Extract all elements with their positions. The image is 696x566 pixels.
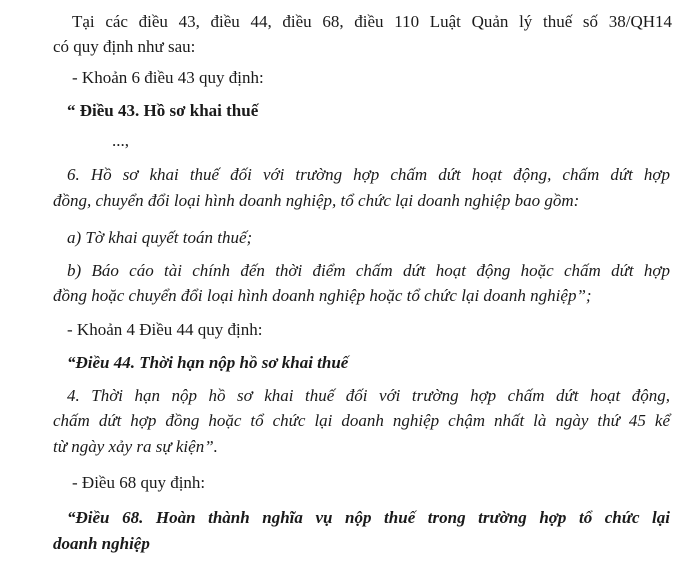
intro-line-1: Tại các điều 43, điều 44, điều 68, điều 110 Luật Quản lý thuế số 38/QH14 bbox=[72, 12, 672, 31]
ellipsis: ..., bbox=[112, 131, 129, 150]
article-44-paragraph-4-line-3: từ ngày xảy ra sự kiện”. bbox=[53, 437, 218, 456]
article-43-item-a: a) Tờ khai quyết toán thuế; bbox=[67, 228, 253, 247]
article-44-paragraph-4-line-1: 4. Thời hạn nộp hồ sơ khai thuế đối với trường hợp chấm dứt hoạt động, bbox=[67, 386, 670, 405]
article-44-paragraph-4-line-2: chấm dứt hợp đồng hoặc tổ chức lại doanh nghiệp chậm nhất là ngày thứ 45 kể bbox=[53, 411, 670, 430]
article-44-heading: “Điều 44. Thời hạn nộp hồ sơ khai thuế bbox=[67, 353, 349, 372]
article-43-item-b-line-1: b) Báo cáo tài chính đến thời điểm chấm dứt hoạt động hoặc chấm dứt hợp bbox=[67, 261, 670, 280]
article-43-item-b-line-2: đồng hoặc chuyển đổi loại hình doanh nghiệp hoặc tổ chức lại doanh nghiệp”; bbox=[53, 286, 592, 305]
clause-4-article-44-intro: - Khoản 4 Điều 44 quy định: bbox=[67, 320, 263, 339]
article-43-paragraph-6-line-2: đồng, chuyển đổi loại hình doanh nghiệp, tổ chức lại doanh nghiệp bao gồm: bbox=[53, 191, 580, 210]
article-68-heading-line-2: doanh nghiệp bbox=[53, 534, 150, 553]
clause-6-article-43-intro: - Khoản 6 điều 43 quy định: bbox=[72, 68, 264, 87]
article-43-heading: “ Điều 43. Hồ sơ khai thuế bbox=[67, 101, 259, 120]
intro-line-2: có quy định như sau: bbox=[53, 37, 196, 56]
article-43-paragraph-6-line-1: 6. Hồ sơ khai thuế đối với trường hợp chấm dứt hoạt động, chấm dứt hợp bbox=[67, 165, 670, 184]
article-68-intro: - Điều 68 quy định: bbox=[72, 473, 206, 492]
article-68-heading-line-1: “Điều 68. Hoàn thành nghĩa vụ nộp thuế trong trường hợp tổ chức lại bbox=[67, 508, 670, 527]
